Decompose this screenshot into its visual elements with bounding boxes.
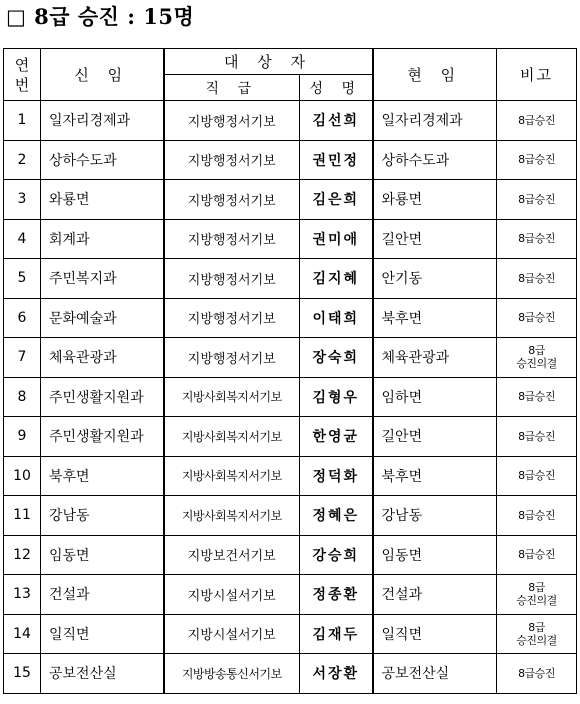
- note-cell: 8급승진: [497, 259, 577, 299]
- grade-cell: 지방행정서기보: [164, 338, 300, 378]
- promotion-table: [3, 48, 577, 694]
- table-row: [4, 338, 577, 378]
- row-number: 5: [4, 259, 41, 299]
- note-cell: 8급승진: [497, 535, 577, 575]
- name-cell: 한영균: [300, 417, 373, 457]
- note-cell: 8급승진: [497, 180, 577, 220]
- name-cell: 장숙희: [300, 338, 373, 378]
- grade-cell: 지방시설서기보: [164, 575, 300, 615]
- row-number: 2: [4, 140, 41, 180]
- document-title: □ 8급 승진 : 15명: [6, 4, 195, 29]
- header-grade: 직 급: [164, 75, 300, 101]
- row-number: 3: [4, 180, 41, 220]
- name-cell: 김은희: [300, 180, 373, 220]
- table-row: [4, 417, 577, 457]
- name-cell: 김형우: [300, 377, 373, 417]
- current-post-cell: 임동면: [373, 535, 497, 575]
- current-post-cell: 강남동: [373, 496, 497, 536]
- current-post-cell: 상하수도과: [373, 140, 497, 180]
- name-cell: 정덕화: [300, 456, 373, 496]
- grade-cell: 지방시설서기보: [164, 614, 300, 654]
- row-number: 10: [4, 456, 41, 496]
- grade-cell: 지방행정서기보: [164, 298, 300, 338]
- current-post-cell: 체육관광과: [373, 338, 497, 378]
- current-post-cell: 길안면: [373, 417, 497, 457]
- row-number: 9: [4, 417, 41, 457]
- note-cell: 8급승진: [497, 377, 577, 417]
- new-post-cell: 주민생활지원과: [41, 417, 164, 457]
- note-cell: 8급승진: [497, 496, 577, 536]
- row-number: 6: [4, 298, 41, 338]
- header-note: 비고: [497, 49, 577, 101]
- new-post-cell: 일직면: [41, 614, 164, 654]
- new-post-cell: 문화예술과: [41, 298, 164, 338]
- table-row: [4, 654, 577, 694]
- grade-cell: 지방행정서기보: [164, 219, 300, 259]
- current-post-cell: 일자리경제과: [373, 101, 497, 141]
- table-row: [4, 575, 577, 615]
- note-cell: [497, 614, 577, 654]
- note-cell: [497, 575, 577, 615]
- note-cell: 8급승진: [497, 456, 577, 496]
- row-number: 13: [4, 575, 41, 615]
- note-line2: 승진의결: [516, 594, 557, 608]
- table-row: [4, 614, 577, 654]
- row-number: 11: [4, 496, 41, 536]
- note-line2: 승진의결: [516, 357, 557, 371]
- new-post-cell: 주민생활지원과: [41, 377, 164, 417]
- table-row: [4, 456, 577, 496]
- new-post-cell: 와룡면: [41, 180, 164, 220]
- note-cell: 8급승진: [497, 140, 577, 180]
- name-cell: 김선희: [300, 101, 373, 141]
- new-post-cell: 일자리경제과: [41, 101, 164, 141]
- new-post-cell: 회계과: [41, 219, 164, 259]
- new-post-cell: 북후면: [41, 456, 164, 496]
- new-post-cell: 상하수도과: [41, 140, 164, 180]
- grade-cell: 지방행정서기보: [164, 259, 300, 299]
- grade-cell: 지방행정서기보: [164, 140, 300, 180]
- current-post-cell: 일직면: [373, 614, 497, 654]
- current-post-cell: 임하면: [373, 377, 497, 417]
- row-number: 4: [4, 219, 41, 259]
- note-cell: 8급승진: [497, 219, 577, 259]
- name-cell: 강승희: [300, 535, 373, 575]
- current-post-cell: 북후면: [373, 456, 497, 496]
- header-no-line2: 번: [14, 75, 30, 94]
- table-row: [4, 140, 577, 180]
- current-post-cell: 공보전산실: [373, 654, 497, 694]
- note-line1: 8급: [528, 620, 545, 634]
- header-no: [4, 49, 41, 101]
- table-row: [4, 180, 577, 220]
- note-cell: [497, 338, 577, 378]
- grade-cell: 지방사회복지서기보: [164, 496, 300, 536]
- note-line1: 8급: [528, 344, 545, 358]
- header-current-post: 현 임: [373, 49, 497, 101]
- note-cell: 8급승진: [497, 417, 577, 457]
- table-row: [4, 298, 577, 338]
- row-number: 8: [4, 377, 41, 417]
- current-post-cell: 길안면: [373, 219, 497, 259]
- new-post-cell: 임동면: [41, 535, 164, 575]
- note-cell: 8급승진: [497, 101, 577, 141]
- note-line2: 승진의결: [516, 633, 557, 647]
- new-post-cell: 공보전산실: [41, 654, 164, 694]
- table-row: [4, 377, 577, 417]
- table-row: [4, 259, 577, 299]
- row-number: 14: [4, 614, 41, 654]
- header-name: 성 명: [300, 75, 373, 101]
- note-line1: 8급: [528, 581, 545, 595]
- note-cell: 8급승진: [497, 654, 577, 694]
- note-cell: 8급승진: [497, 298, 577, 338]
- table-row: [4, 535, 577, 575]
- name-cell: 정혜은: [300, 496, 373, 536]
- grade-cell: 지방보건서기보: [164, 535, 300, 575]
- current-post-cell: 안기동: [373, 259, 497, 299]
- current-post-cell: 와룡면: [373, 180, 497, 220]
- table-row: [4, 101, 577, 141]
- new-post-cell: 건설과: [41, 575, 164, 615]
- table-row: [4, 496, 577, 536]
- current-post-cell: 북후면: [373, 298, 497, 338]
- header-target: 대 상 자: [164, 49, 373, 75]
- row-number: 1: [4, 101, 41, 141]
- header-new-post: 신 임: [41, 49, 164, 101]
- grade-cell: 지방사회복지서기보: [164, 417, 300, 457]
- grade-cell: 지방방송통신서기보: [164, 654, 300, 694]
- row-number: 15: [4, 654, 41, 694]
- new-post-cell: 주민복지과: [41, 259, 164, 299]
- name-cell: 이태희: [300, 298, 373, 338]
- new-post-cell: 체육관광과: [41, 338, 164, 378]
- grade-cell: 지방사회복지서기보: [164, 456, 300, 496]
- current-post-cell: 건설과: [373, 575, 497, 615]
- table-row: [4, 219, 577, 259]
- grade-cell: 지방행정서기보: [164, 101, 300, 141]
- name-cell: 김지혜: [300, 259, 373, 299]
- name-cell: 서장환: [300, 654, 373, 694]
- new-post-cell: 강남동: [41, 496, 164, 536]
- name-cell: 권미애: [300, 219, 373, 259]
- grade-cell: 지방사회복지서기보: [164, 377, 300, 417]
- name-cell: 김재두: [300, 614, 373, 654]
- name-cell: 정종환: [300, 575, 373, 615]
- row-number: 12: [4, 535, 41, 575]
- grade-cell: 지방행정서기보: [164, 180, 300, 220]
- name-cell: 권민정: [300, 140, 373, 180]
- row-number: 7: [4, 338, 41, 378]
- header-no-line1: 연: [14, 55, 30, 74]
